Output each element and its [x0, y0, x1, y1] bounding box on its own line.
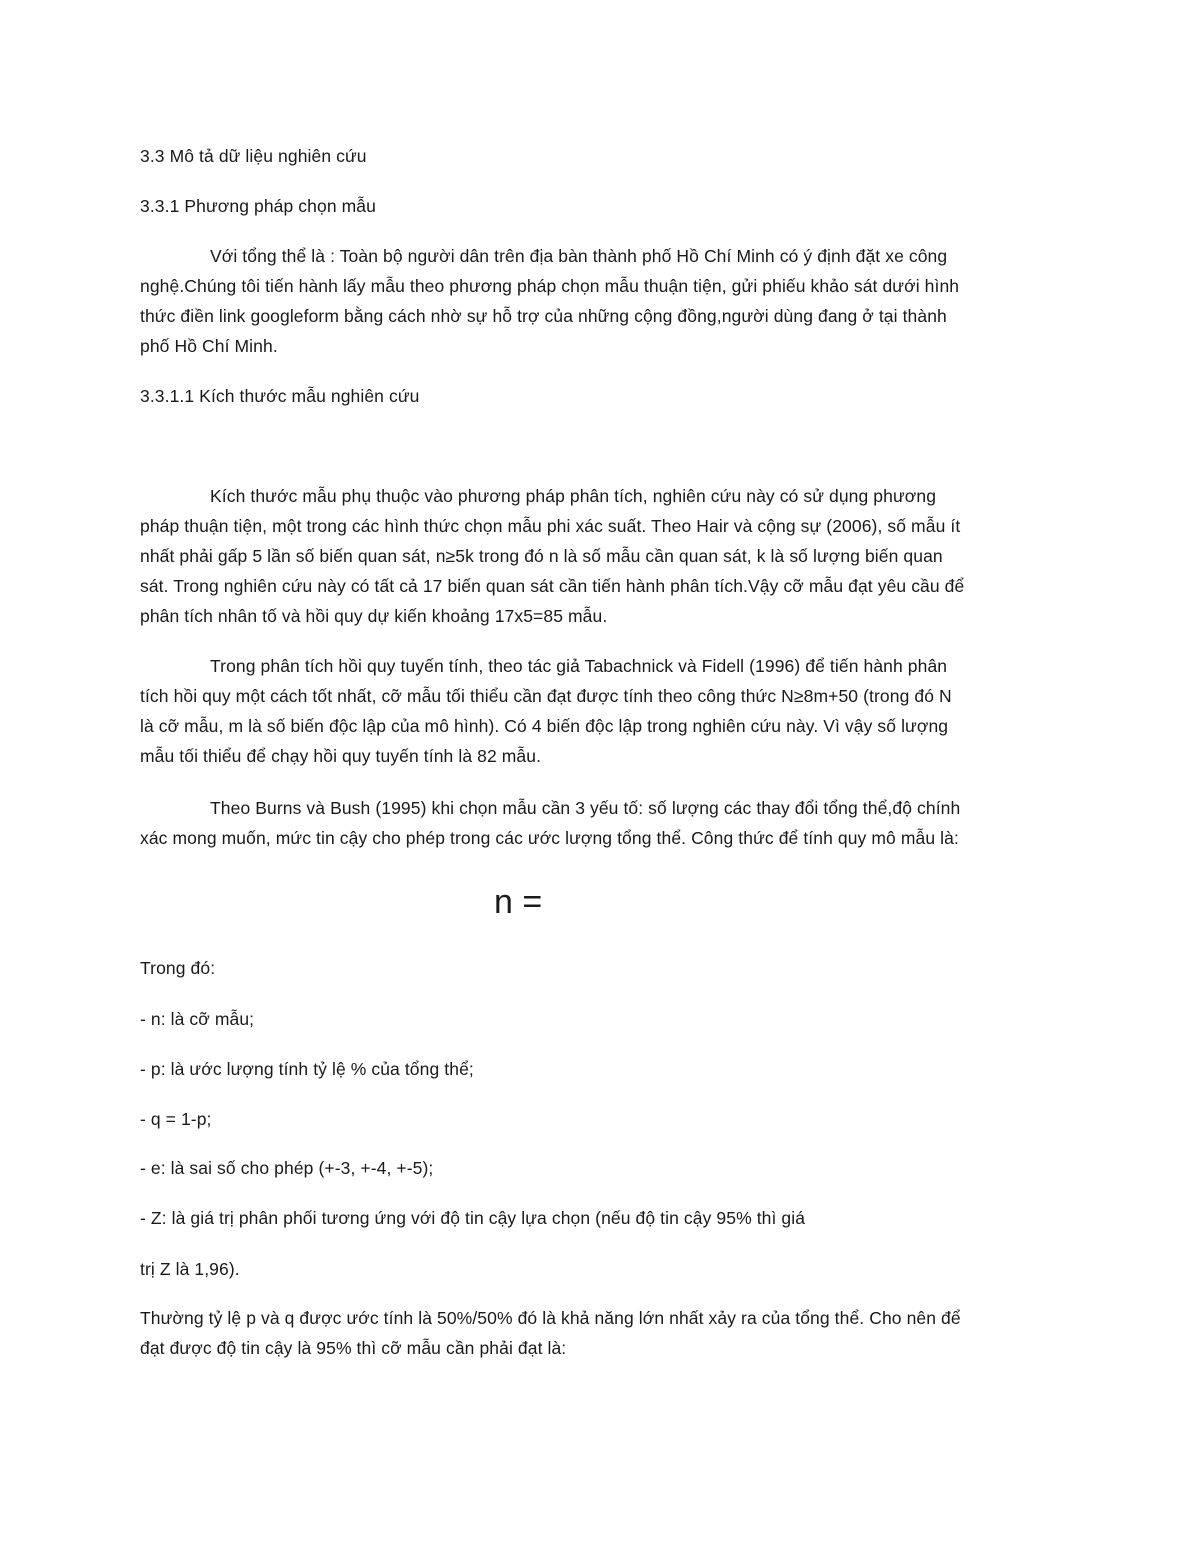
paragraph-line: Với tổng thể là : Toàn bộ người dân trên địa bàn thành phố Hồ Chí Minh có ý định đặt xe công: [210, 246, 948, 266]
paragraph-line: là cỡ mẫu, m là số biến độc lập của mô hình). Có 4 biến độc lập trong nghiên cứu này. Vì vậy số lượng: [140, 716, 949, 736]
paragraph-line: sát. Trong nghiên cứu này có tất cả 17 biến quan sát cần tiến hành phân tích.Vậy cỡ mẫu đạt yêu cầu để: [140, 576, 965, 596]
where-label: Trong đó:: [140, 958, 216, 978]
paragraph-line: thức điền link googleform bằng cách nhờ sự hỗ trợ của những cộng đồng,người dùng đang ở tại thành: [140, 306, 947, 326]
paragraph-line: Theo Burns và Bush (1995) khi chọn mẫu cần 3 yếu tố: số lượng các thay đổi tổng thể,độ chính: [210, 798, 961, 818]
paragraph-line: Thường tỷ lệ p và q được ước tính là 50%/50% đó là khả năng lớn nhất xảy ra của tổng thể. Cho nên để: [140, 1308, 961, 1328]
paragraph-line: phố Hồ Chí Minh.: [140, 336, 278, 356]
paragraph-line: đạt được độ tin cậy là 95% thì cỡ mẫu cần phải đạt là:: [140, 1338, 567, 1358]
sample-size-formula: n =: [494, 883, 543, 921]
paragraph-line: nhất phải gấp 5 lần số biến quan sát, n≥5k trong đó n là số mẫu cần quan sát, k là số lượng biến quan: [140, 546, 943, 566]
definition-item: - p: là ước lượng tính tỷ lệ % của tổng thể;: [140, 1059, 474, 1079]
paragraph-line: Kích thước mẫu phụ thuộc vào phương pháp phân tích, nghiên cứu này có sử dụng phương: [210, 486, 937, 506]
section-heading-3-3-1-1: 3.3.1.1 Kích thước mẫu nghiên cứu: [140, 386, 420, 406]
definition-item: - q = 1-p;: [140, 1109, 212, 1129]
paragraph-line: pháp thuận tiện, một trong các hình thức chọn mẫu phi xác suất. Theo Hair và cộng sự (2006), số mẫu ít: [140, 516, 961, 536]
section-heading-3-3: 3.3 Mô tả dữ liệu nghiên cứu: [140, 146, 367, 166]
section-heading-3-3-1: 3.3.1 Phương pháp chọn mẫu: [140, 196, 376, 216]
definition-item: trị Z là 1,96).: [140, 1259, 240, 1279]
paragraph-line: nghệ.Chúng tôi tiến hành lấy mẫu theo phương pháp chọn mẫu thuận tiện, gửi phiếu khảo sát dưới hình: [140, 276, 960, 296]
paragraph-line: Trong phân tích hồi quy tuyến tính, theo tác giả Tabachnick và Fidell (1996) để tiến hành phân: [210, 656, 948, 676]
paragraph-line: mẫu tối thiểu để chạy hồi quy tuyến tính là 82 mẫu.: [140, 746, 542, 766]
paragraph-line: xác mong muốn, mức tin cậy cho phép trong các ước lượng tổng thể. Công thức để tính quy mô mẫu là:: [140, 828, 959, 848]
definition-item: - Z: là giá trị phân phối tương ứng với độ tin cậy lựa chọn (nếu độ tin cậy 95% thì giá: [140, 1208, 806, 1228]
paragraph-line: phân tích nhân tố và hồi quy dự kiến khoảng 17x5=85 mẫu.: [140, 606, 608, 626]
definition-item: - e: là sai số cho phép (+-3, +-4, +-5);: [140, 1158, 434, 1178]
definition-item: - n: là cỡ mẫu;: [140, 1009, 255, 1029]
paragraph-line: tích hồi quy một cách tốt nhất, cỡ mẫu tối thiểu cần đạt được tính theo công thức N≥8m+50 (trong đó N: [140, 686, 952, 706]
